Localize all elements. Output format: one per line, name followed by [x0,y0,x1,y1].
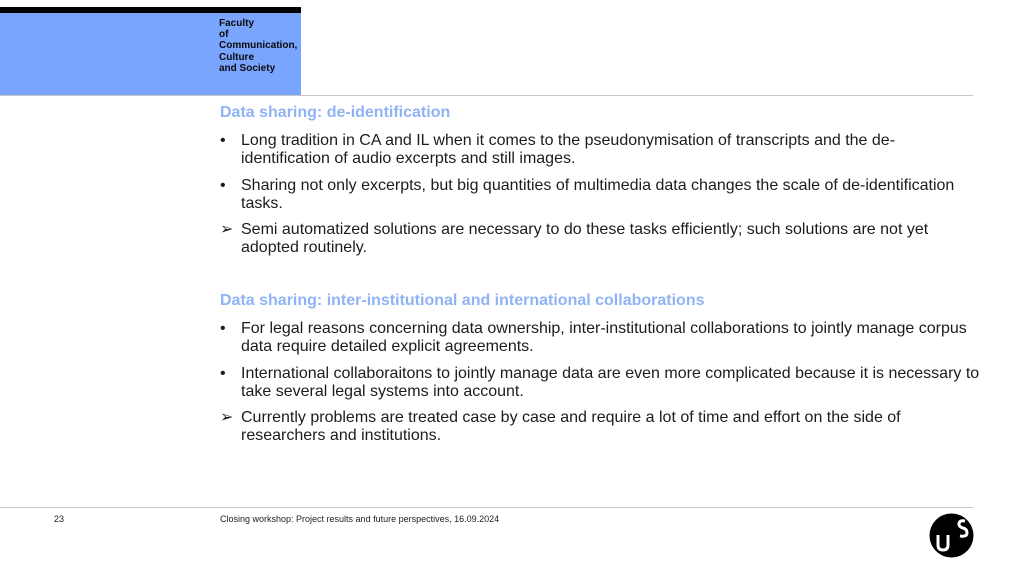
faculty-line: Communication, [219,40,298,52]
header-divider [0,95,973,96]
arrow-bullet-icon: ➢ [220,409,234,426]
list-item-text: Long tradition in CA and IL when it comes to the pseudonymisation of transcripts and the de-identification of audio excerpts and still images. [241,132,896,167]
list-item [220,132,980,168]
arrow-bullet-icon: ➢ [220,221,234,238]
faculty-line: Culture [219,51,254,63]
bullet-icon: • [220,365,226,382]
section-title-deidentification: Data sharing: de-identification [220,104,451,121]
section-title-collaborations: Data sharing: inter-institutional and international collaborations [220,292,705,309]
page-number: 23 [54,514,65,524]
list-item-text: International collaboraitons to jointly manage data are even more complicated because it is necessary to take several legal systems into account. [241,365,980,400]
faculty-header-box [0,13,301,96]
bullet-icon: • [220,132,226,149]
list-item [220,365,980,401]
list-item [220,177,980,213]
list-item-text: Currently problems are treated case by case and require a lot of time and effort on the side of researchers and institutions. [241,409,901,444]
footer-divider [0,507,973,508]
faculty-name [219,18,297,74]
list-item-text: For legal reasons concerning data ownership, inter-institutional collaborations to jointly manage corpus data require detailed explicit agreements. [241,320,967,355]
list-item [220,409,980,445]
bullet-icon: • [220,320,226,337]
usi-logo-icon [929,513,974,558]
faculty-line: Faculty [219,18,255,29]
footer-event-text: Closing workshop: Project results and future perspectives, 16.09.2024 [220,514,500,524]
faculty-line: and Society [219,62,276,74]
faculty-line: of [219,29,229,41]
list-item-text: Sharing not only excerpts, but big quantities of multimedia data changes the scale of de-identification tasks. [241,177,955,212]
list-item-text: Semi automatized solutions are necessary to do these tasks efficiently; such solutions are not yet adopted routinely. [241,221,929,256]
list-item [220,320,980,356]
bullet-icon: • [220,177,226,194]
list-item [220,221,980,257]
